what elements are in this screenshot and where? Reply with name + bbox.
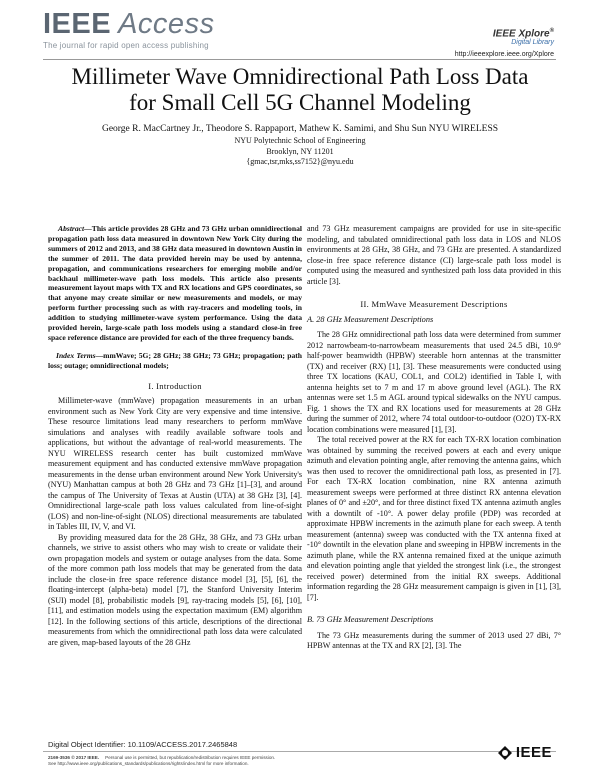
header-divider	[43, 59, 556, 60]
logo-ieee-text: IEEE	[43, 8, 112, 40]
abstract-lead: Abstract	[58, 224, 85, 233]
journal-name	[43, 9, 263, 39]
ieee-access-logo	[43, 9, 263, 54]
index-terms-lead: Index Terms	[56, 350, 96, 360]
author-affiliation	[30, 136, 570, 168]
xplore-subtitle: Digital Library	[511, 39, 554, 47]
paper-authors: George R. MacCartney Jr., Theodore S. Rappaport, Mathew K. Samimi, and Shu Sun NYU WIRELESS	[101, 124, 499, 134]
title-line-1: Millimeter Wave Omnidirectional Path Loss Data	[71, 64, 529, 89]
section-heading-measurements: II. MmWave Measurement Descriptions	[360, 299, 508, 309]
xplore-url-link[interactable]: http://ieeexplore.ieee.org/Xplore	[451, 51, 554, 58]
xplore-name-text: IEEE Xplore	[492, 28, 550, 40]
ieee-logo	[498, 744, 552, 761]
subsection-heading-73ghz: B. 73 GHz Measurement Descriptions	[307, 615, 434, 624]
section-heading-introduction: I. Introduction	[148, 380, 202, 391]
intro-paragraph-1: Millimeter-wave (mmWave) propagation measurements in an urban environment such as New York City are very expensive and time intensive. These resource limitations lead many researchers to perform mmWave simulations and analyses with readily available software tools and applications, but without the advantage of real-world measurements. The NYU WIRELESS research center has built customized mmWave measurement equipment and has conducted extensive mmWave propagation measurements in the dense urban environment around New York University's (NYU) Manhattan campus at both 28 GHz and 73 GHz [1]–[3], and around the campus of The University of Texas at Austin (UTA) at 38 GHz [3], [4]. Omnidirectional large-scale path loss values calculated from line-of-sight (LOS) and non-line-of-sight (NLOS) directional measurements are tabulated in Tables III, IV, V, and VI.	[48, 396, 302, 532]
xplore-name	[493, 28, 554, 39]
left-column	[48, 224, 302, 648]
28ghz-paragraph-1: The 28 GHz omnidirectional path loss data were determined from summer 2012 narrowbeam-to-narrowbeam measurements that used 24.5 dBi, 10.9° half-power beamwidth (HPBW) steerable horn antennas at the transmitter (TX) and receiver (RX) [1], [3]. These measurements were conducted using three TX locations (KAU, COL1, and COL2) identified in Table I, with antenna heights set to 7 m and 17 m above ground level (AGL). The RX antennas were set 1.5 m AGL around typical sidewalks on the NYU campus. Fig. 1 shows the TX and RX locations used for measurements at 28 GHz during the summer of 2012, where 74 total outdoor-to-outdoor (O2O) TX-RX location combinations were measured [1], [3].	[307, 330, 561, 434]
paper-title	[30, 64, 570, 116]
footer-license-text-2: See http://www.ieee.org/publications_standards/publications/rights/index.html for more information.	[48, 761, 249, 766]
doi-line: Digital Object Identifier: 10.1109/ACCESS.2017.2465848	[48, 740, 238, 749]
ieee-xplore-logo	[493, 28, 554, 46]
affiliation-school: NYU Polytechnic School of Engineering	[234, 136, 366, 145]
journal-tagline: The journal for rapid open access publishing	[43, 41, 209, 50]
author-emails: {gmac,tsr,mks,ss7152}@nyu.edu	[246, 157, 354, 166]
logo-access-text: Access	[118, 8, 215, 40]
footer-license	[48, 755, 275, 767]
title-line-2: for Small Cell 5G Channel Modeling	[129, 90, 471, 115]
abstract-text: —This article provides 28 GHz and 73 GHz urban omnidirectional propagation path loss data measured in downtown New York City during the summers of 2012 and 2013, and 38 GHz data measured in downtown Austin in the summer of 2011. The data provided herein may be used by antenna, propagation, and communications researchers for emerging mobile and/or backhaul millimeter-wave path loss models. This article also presents measurement layout maps with TX and RX locations and GPS coordinates, so that anyone may create similar or new measurements and models, or may perform further processing such as with ray-tracers and modeling tools, in addition to studying millimeter-wave system performance. Using the data provided herein, large-scale path loss models using a standard close-in free space reference distance are provided for each of the three frequency bands.	[48, 224, 302, 342]
right-column	[307, 224, 561, 652]
intro-paragraph-2: By providing measured data for the 28 GHz, 38 GHz, and 73 GHz urban channels, we strive to assist others who may wish to create or validate their own propagation models and system or outage analyses from the data. Some of the more common path loss models that may be generated from the data include the close-in free space reference distance model [3], [5], [6], the floating-intercept (alpha-beta) model [7], the Stanford University Interim (SUI) model [8], probabilistic models [9], ray-tracing models [5], [6], [10], [11], and estimation models using the expectation maximum (EM) algorithm [12]. In the following sections of this article, descriptions of the directional measurements from which the omnidirectional path loss data were calculated are given, map-based layouts of the 28 GHz	[48, 532, 302, 647]
index-terms	[48, 351, 302, 371]
abstract	[48, 224, 302, 343]
ieee-diamond-icon	[498, 746, 512, 760]
ieee-wordmark: IEEE	[515, 744, 552, 761]
intro-paragraph-continued: and 73 GHz measurement campaigns are provided for use in site-specific modeling, and tabulated omnidirectional path loss data in LOS and NLOS environments at 28 GHz, 38 GHz, and 73 GHz are presented. A standardized close-in free space reference distance (CI) large-scale path loss model is computed using the measured and synthesized path loss data provided in this article [3].	[307, 224, 561, 286]
footer-license-text-1: Personal use is permitted, but republication/redistribution requires IEEE permission.	[105, 755, 276, 760]
xplore-reg-mark: ®	[549, 28, 554, 34]
affiliation-city: Brooklyn, NY 11201	[266, 146, 334, 156]
footer-page-id: 2169-3536 © 2017 IEEE.	[48, 755, 100, 760]
index-terms-text: —mmWave; 5G; 28 GHz; 38 GHz; 73 GHz; propagation; path loss; outage; omnidirectional models;	[48, 350, 302, 370]
28ghz-paragraph-2: The total received power at the RX for each TX-RX location combination was obtained by summing the received powers at each and every unique azimuth and elevation pointing angle, after removing the antenna gains, which was then used to recover the omnidirectional path loss, as presented in [7]. For each TX-RX location combination, nine RX antenna azimuth measurement sweeps were performed at three distinct RX antenna elevation planes of 0° and ±20°, and for three distinct fixed TX antenna azimuth angles with a downtilt of -10°. A power delay profile (PDP) was recorded at approximate HPBW increments in the azimuth plane for each sweep. A tenth measurement (antenna) sweep was conducted with the TX antenna fixed at -10° downtilt in the elevation plane and sweeping in HPBW increments in the azimuth plane, while the RX antenna remained fixed at the unique azimuth and elevation pointing angle that yielded the strongest link (i.e., the strongest received power) determined from the initial RX sweeps. Additional information regarding the 28 GHz measurement campaign is given in [1], [3], [7].	[307, 435, 561, 602]
73ghz-paragraph-1: The 73 GHz measurements during the summer of 2013 used 27 dBi, 7° HPBW antennas at the TX and RX [2], [3]. The	[307, 630, 561, 650]
subsection-heading-28ghz: A. 28 GHz Measurement Descriptions	[307, 314, 434, 324]
footer-divider	[43, 751, 556, 752]
